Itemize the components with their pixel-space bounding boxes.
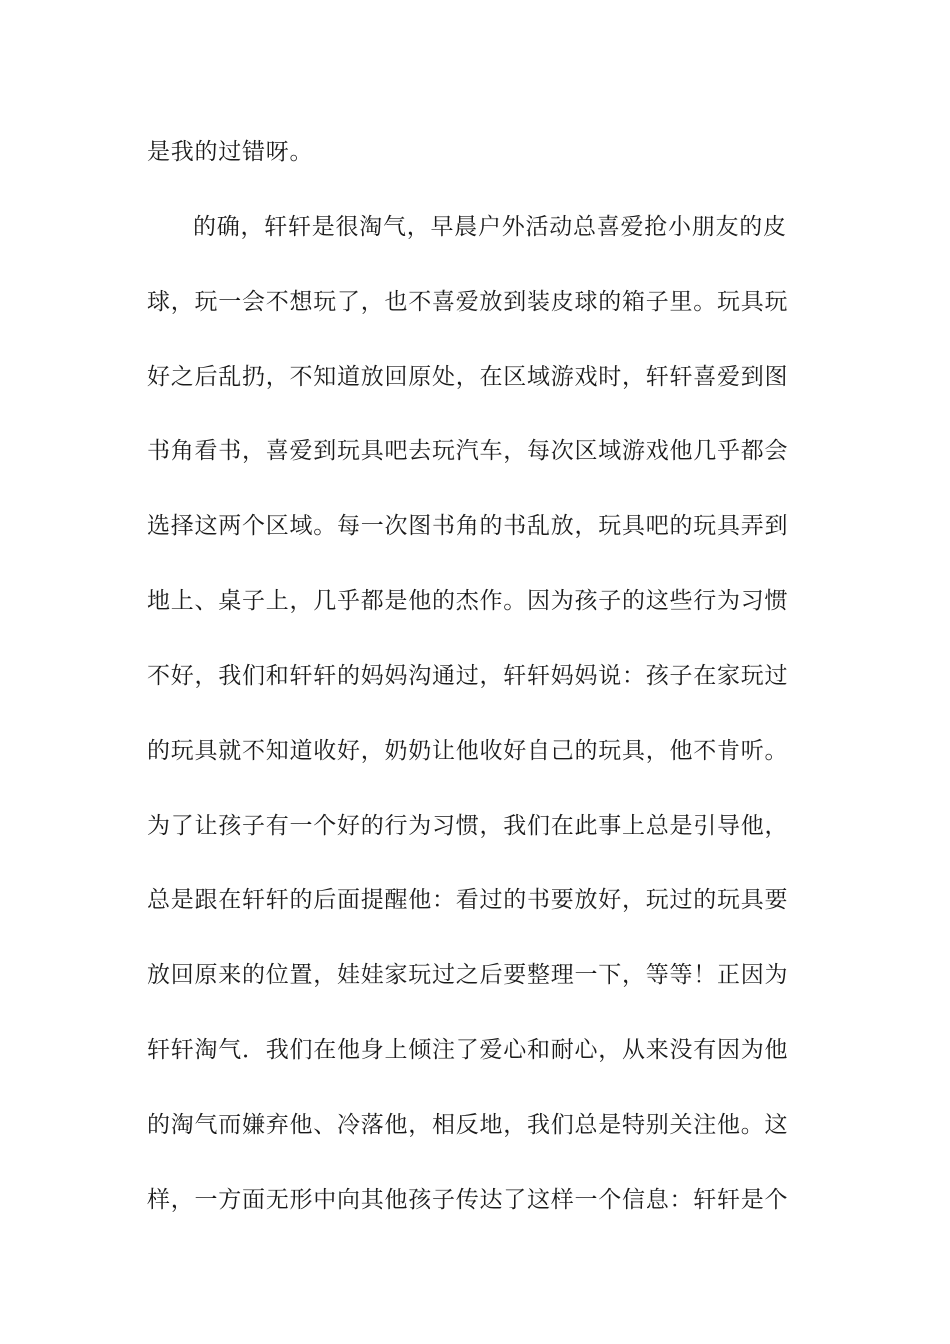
paragraph-first-line: 的确，轩轩是很淘气，早晨户外活动总喜爱抢小朋友的皮 <box>193 214 787 240</box>
text-line: 好之后乱扔，不知道放回原处，在区域游戏时，轩轩喜爱到图 <box>147 364 789 390</box>
text-line: 球，玩一会不想玩了，也不喜爱放到装皮球的箱子里。玩具玩 <box>147 289 789 315</box>
text-line: 轩轩淘气．我们在他身上倾注了爱心和耐心，从来没有因为他 <box>147 1037 789 1063</box>
text-line: 选择这两个区域。每一次图书角的书乱放，玩具吧的玩具弄到 <box>147 513 789 539</box>
text-line: 样，一方面无形中向其他孩子传达了这样一个信息：轩轩是个 <box>147 1187 789 1213</box>
text-line: 地上、桌子上，几乎都是他的杰作。因为孩子的这些行为习惯 <box>147 588 789 614</box>
text-line: 放回原来的位置，娃娃家玩过之后要整理一下，等等！正因为 <box>147 962 789 988</box>
text-line: 是我的过错呀。 <box>147 139 314 165</box>
text-line: 的玩具就不知道收好，奶奶让他收好自己的玩具，他不肯听。 <box>147 738 789 764</box>
text-line: 总是跟在轩轩的后面提醒他：看过的书要放好，玩过的玩具要 <box>147 887 789 913</box>
text-line: 为了让孩子有一个好的行为习惯，我们在此事上总是引导他， <box>147 813 789 839</box>
text-line: 的淘气而嫌弃他、冷落他，相反地，我们总是特别关注他。这 <box>147 1112 789 1138</box>
text-line: 书角看书，喜爱到玩具吧去玩汽车，每次区域游戏他几乎都会 <box>147 438 789 464</box>
text-line: 不好，我们和轩轩的妈妈沟通过，轩轩妈妈说：孩子在家玩过 <box>147 663 789 689</box>
